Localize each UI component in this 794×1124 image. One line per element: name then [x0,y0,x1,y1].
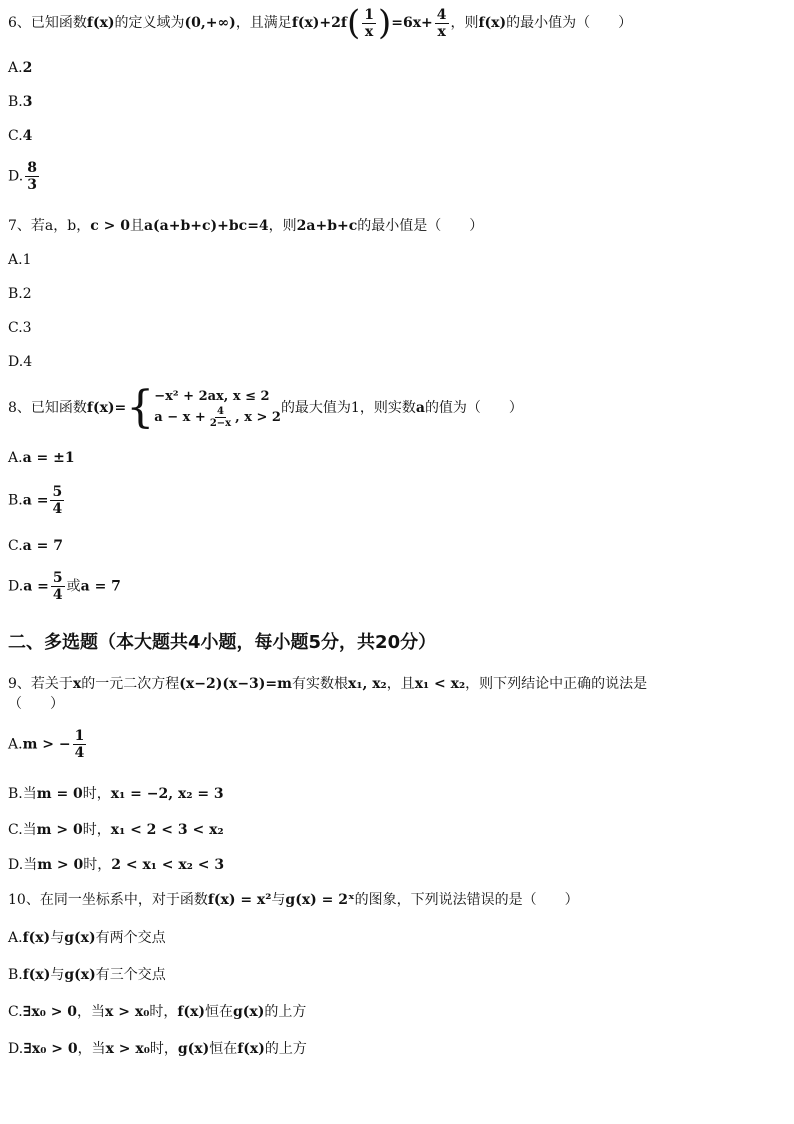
option-d: D.4 [8,354,33,370]
question-10-stem: 10、在同一坐标系中，对于函数f(x) = x²与g(x) = 2ˣ的图象，下列说法错误的是（ ） [8,892,579,908]
fraction: $\frac{4}{x}$ [436,6,447,40]
piecewise-cases: −x² + 2ax, x ≤ 2 a − x + $\frac{4}{2-x}$ , x > 2 [154,388,281,429]
option-b: B.3 [8,94,33,110]
answer-brackets: （ ） [8,696,64,712]
option-c: C.4 [8,128,33,144]
fraction: $\frac{1}{x}$ [364,6,374,40]
fraction: $\frac{4}{2-x}$ [209,405,232,429]
option-a: A.2 [8,60,33,76]
option-b: B.当m = 0时，x₁ = −2, x₂ = 3 [8,786,224,802]
option-d: D. $\frac{8}{3}$ [8,160,37,193]
fraction: $\frac{1}{4}$ [74,728,85,761]
option-a: A.a = ±1 [8,450,75,466]
option-d: D.∃x₀ > 0，当x > x₀时，g(x)恒在f(x)的上方 [8,1041,307,1057]
option-d: D.当m > 0时，2 < x₁ < x₂ < 3 [8,857,225,873]
option-c: C.∃x₀ > 0，当x > x₀时，f(x)恒在g(x)的上方 [8,1004,307,1020]
option-a: A.f(x)与g(x)有两个交点 [8,930,166,946]
option-c: C.a = 7 [8,538,63,554]
option-b: B.2 [8,286,32,302]
question-number: 8、 [8,400,31,416]
option-a: A.1 [8,252,32,268]
question-number: 9、 [8,676,31,692]
question-8-stem: 8、已知函数f(x)={ −x² + 2ax, x ≤ 2 a − x + $\frac{4}{2-x}$ , x > 2 的最大值为1，则实数a的值为（ ） [8,382,523,433]
question-7-stem: 7、若a，b，c > 0且a(a+b+c)+bc=4，则2a+b+c的最小值是（ ） [8,218,484,234]
option-a: A.m > − $\frac{1}{4}$ [8,728,85,761]
question-6-stem: 6、已知函数f(x)的定义域为(0,+∞)，且满足f(x)+2f( $\frac{1}{x}$ )=6x+ $\frac{4}{x}$ ，则f(x)的最小值为（ ） [8,3,633,43]
option-c: C.3 [8,320,32,336]
fraction: $\frac{5}{4}$ [52,484,63,517]
question-number: 10、 [8,892,40,908]
question-9-stem: 9、若关于x的一元二次方程(x−2)(x−3)=m有实数根x₁, x₂，且x₁ < x₂，则下列结论中正确的说法是 [8,676,648,692]
section-heading: 二、多选题（本大题共4小题，每小题5分，共20分） [8,632,437,653]
fraction: $\frac{8}{3}$ [27,160,37,193]
fraction: $\frac{5}{4}$ [52,570,63,603]
question-number: 7、 [8,218,31,234]
option-b: B.f(x)与g(x)有三个交点 [8,967,166,983]
option-d: D.a = $\frac{5}{4}$ 或a = 7 [8,570,121,603]
option-b: B.a = $\frac{5}{4}$ [8,484,63,517]
question-number: 6、 [8,15,31,31]
option-c: C.当m > 0时，x₁ < 2 < 3 < x₂ [8,822,224,838]
